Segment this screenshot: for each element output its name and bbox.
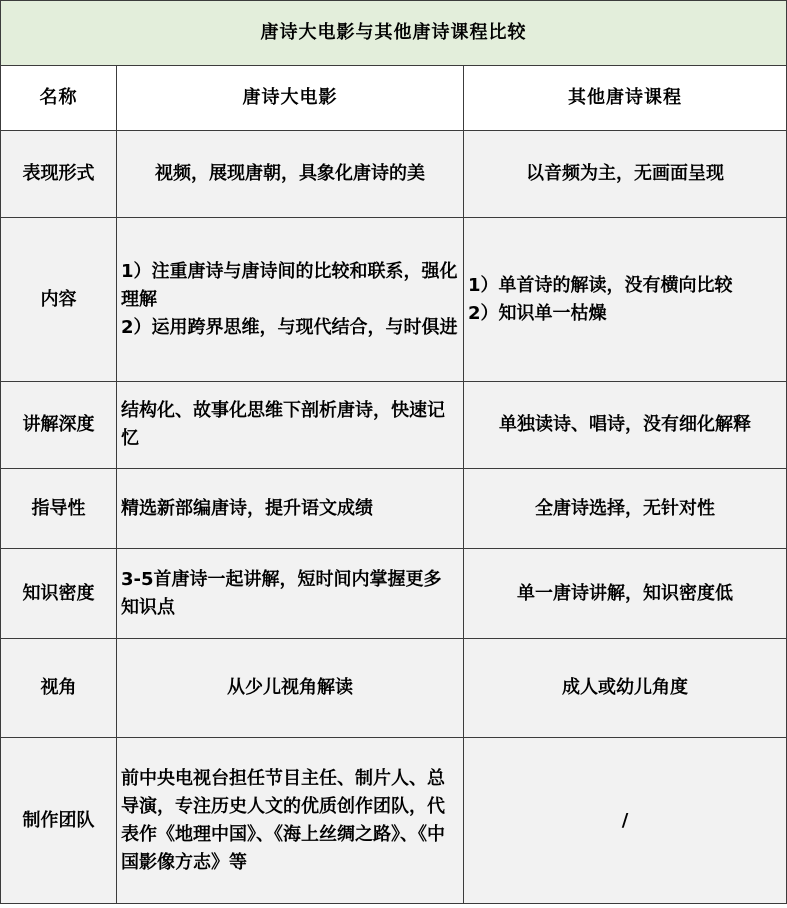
table-row [1, 738, 787, 904]
row-name: 指导性 [1, 469, 117, 549]
row-col2: 全唐诗选择，无针对性 [464, 469, 787, 549]
row-col2: 单独读诗、唱诗，没有细化解释 [464, 382, 787, 469]
table-row [1, 639, 787, 738]
title-row [1, 1, 787, 66]
row-col1: 3-5首唐诗一起讲解，短时间内掌握更多知识点 [117, 549, 464, 639]
row-name: 制作团队 [1, 738, 117, 904]
header-col1: 唐诗大电影 [117, 66, 464, 131]
table-row [1, 469, 787, 549]
header-col2: 其他唐诗课程 [464, 66, 787, 131]
row-col1: 1）注重唐诗与唐诗间的比较和联系，强化理解 2）运用跨界思维，与现代结合，与时俱进 [117, 218, 464, 382]
header-name: 名称 [1, 66, 117, 131]
row-col2: 成人或幼儿角度 [464, 639, 787, 738]
table-row [1, 218, 787, 382]
row-col1: 视频，展现唐朝，具象化唐诗的美 [117, 131, 464, 218]
header-row [1, 66, 787, 131]
row-name: 讲解深度 [1, 382, 117, 469]
row-name: 内容 [1, 218, 117, 382]
row-col2: 单一唐诗讲解，知识密度低 [464, 549, 787, 639]
table-title: 唐诗大电影与其他唐诗课程比较 [1, 1, 787, 66]
row-col1: 结构化、故事化思维下剖析唐诗，快速记忆 [117, 382, 464, 469]
table-row [1, 382, 787, 469]
row-col2: 以音频为主，无画面呈现 [464, 131, 787, 218]
table-row [1, 131, 787, 218]
row-name: 表现形式 [1, 131, 117, 218]
row-col1: 前中央电视台担任节目主任、制片人、总导演，专注历史人文的优质创作团队，代表作《地理中国》、《海上丝绸之路》、《中国影像方志》等 [117, 738, 464, 904]
row-name: 知识密度 [1, 549, 117, 639]
row-col1: 从少儿视角解读 [117, 639, 464, 738]
row-col1: 精选新部编唐诗，提升语文成绩 [117, 469, 464, 549]
row-col2: / [464, 738, 787, 904]
row-col2: 1）单首诗的解读，没有横向比较 2）知识单一枯燥 [464, 218, 787, 382]
table-row [1, 549, 787, 639]
row-name: 视角 [1, 639, 117, 738]
